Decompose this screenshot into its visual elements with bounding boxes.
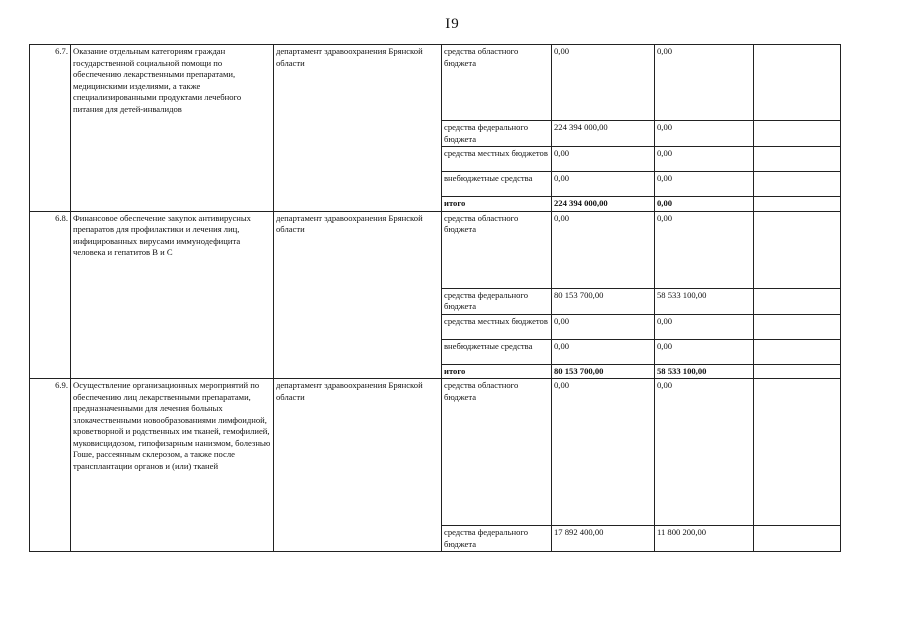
amount-cell: 0,00	[655, 147, 754, 172]
empty-cell	[754, 314, 841, 339]
amount-total: 0,00	[655, 197, 754, 212]
empty-cell	[754, 197, 841, 212]
funding-source: внебюджетные средства	[442, 172, 552, 197]
funding-source: внебюджетные средства	[442, 339, 552, 364]
empty-cell	[754, 526, 841, 552]
funding-source: средства областного бюджета	[442, 45, 552, 121]
funding-source: средства областного бюджета	[442, 211, 552, 288]
amount-cell: 0,00	[655, 121, 754, 147]
row-number: 6.8.	[30, 211, 71, 379]
funding-source-total: итого	[442, 197, 552, 212]
amount-cell: 0,00	[655, 211, 754, 288]
empty-cell	[754, 172, 841, 197]
funding-source: средства местных бюджетов	[442, 147, 552, 172]
activity-description: Финансовое обеспечение закупок антивирусных препаратов для профилактики и лечения лиц, инфицированных вирусами иммунодефицита человека и гепатитов B и C	[71, 211, 274, 379]
amount-cell: 0,00	[655, 172, 754, 197]
table-row	[30, 211, 841, 288]
funding-source: средства федерального бюджета	[442, 121, 552, 147]
row-number: 6.9.	[30, 379, 71, 552]
amount-cell: 0,00	[552, 45, 655, 121]
funding-source: средства местных бюджетов	[442, 314, 552, 339]
amount-cell: 80 153 700,00	[552, 288, 655, 314]
row-number: 6.7.	[30, 45, 71, 212]
amount-total: 58 533 100,00	[655, 364, 754, 379]
executor: департамент здравоохранения Брянской области	[274, 45, 442, 212]
amount-cell: 0,00	[552, 172, 655, 197]
funding-source: средства областного бюджета	[442, 379, 552, 526]
executor: департамент здравоохранения Брянской области	[274, 379, 442, 552]
amount-cell: 0,00	[552, 147, 655, 172]
amount-cell: 0,00	[552, 211, 655, 288]
funding-source-total: итого	[442, 364, 552, 379]
amount-cell: 0,00	[655, 314, 754, 339]
budget-table	[29, 44, 841, 552]
activity-description: Осуществление организационных мероприятий по обеспечению лиц лекарственными препаратами, предназначенными для лечения больных злокачественными новообразованиями лимфоидной, кроветворной и родственных им тканей, гемофилией, муковисцидозом, гипофизарным нанизмом, болезнью Гоше, рассеянным склерозом, а также после трансплантации органов и (или) тканей	[71, 379, 274, 552]
amount-cell: 0,00	[655, 339, 754, 364]
page-number: I9	[445, 16, 460, 32]
empty-cell	[754, 147, 841, 172]
amount-cell: 11 800 200,00	[655, 526, 754, 552]
amount-cell: 17 892 400,00	[552, 526, 655, 552]
funding-source: средства федерального бюджета	[442, 526, 552, 552]
amount-cell: 0,00	[552, 314, 655, 339]
amount-cell: 224 394 000,00	[552, 121, 655, 147]
table-row	[30, 379, 841, 526]
empty-cell	[754, 45, 841, 121]
empty-cell	[754, 211, 841, 288]
amount-cell: 58 533 100,00	[655, 288, 754, 314]
amount-cell: 0,00	[655, 45, 754, 121]
empty-cell	[754, 339, 841, 364]
amount-cell: 0,00	[552, 379, 655, 526]
amount-cell: 0,00	[655, 379, 754, 526]
empty-cell	[754, 364, 841, 379]
amount-cell: 0,00	[552, 339, 655, 364]
amount-total: 80 153 700,00	[552, 364, 655, 379]
empty-cell	[754, 288, 841, 314]
activity-description: Оказание отдельным категориям граждан государственной социальной помощи по обеспечению лекарственными препаратами, медицинскими изделиями, а также специализированными продуктами лечебного питания для детей-инвалидов	[71, 45, 274, 212]
empty-cell	[754, 379, 841, 526]
table-row	[30, 45, 841, 121]
empty-cell	[754, 121, 841, 147]
executor: департамент здравоохранения Брянской области	[274, 211, 442, 379]
amount-total: 224 394 000,00	[552, 197, 655, 212]
funding-source: средства федерального бюджета	[442, 288, 552, 314]
